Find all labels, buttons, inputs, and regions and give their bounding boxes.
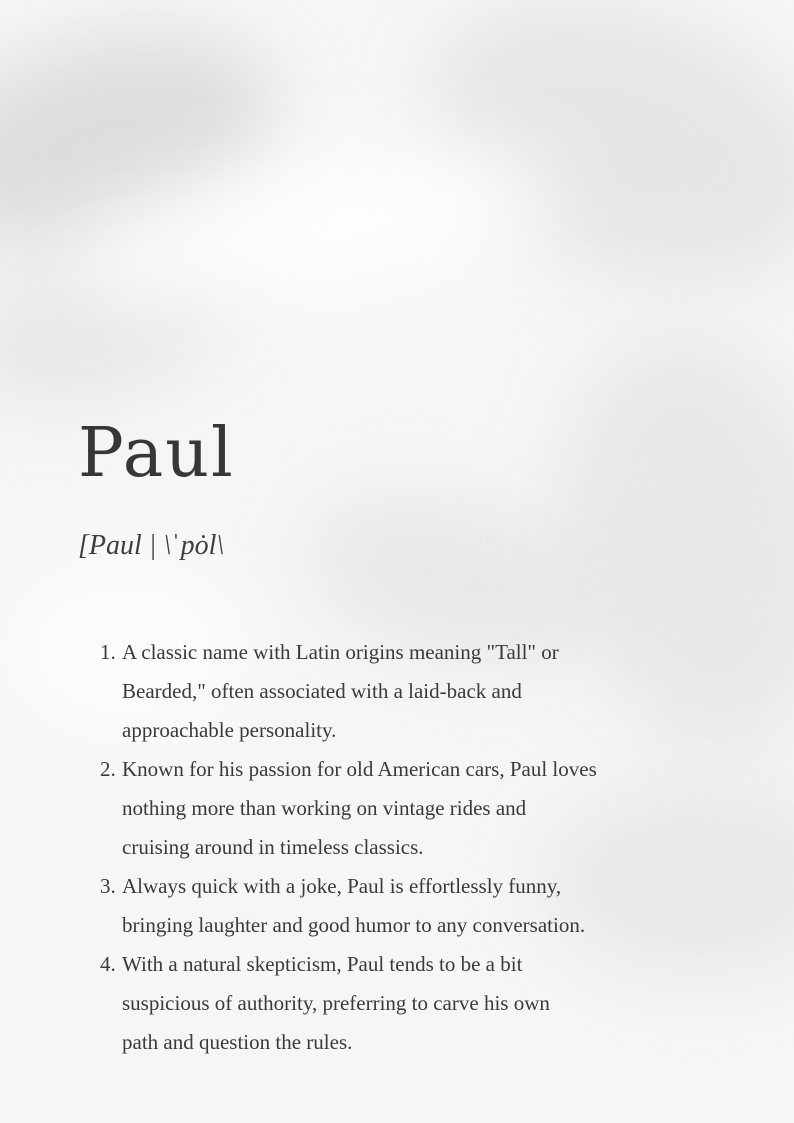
definition-line: suspicious of authority, preferring to carve his own [122,991,550,1015]
name-title: Paul [78,414,235,493]
definition-line: Always quick with a joke, Paul is effortlessly funny, [122,874,562,898]
definition-item [100,750,740,867]
definition-line: Known for his passion for old American cars, Paul loves [122,757,597,781]
definition-line: A classic name with Latin origins meaning "Tall" or [122,640,559,664]
definition-list [100,633,740,1062]
definition-line: With a natural skepticism, Paul tends to be a bit [122,952,523,976]
definition-line: bringing laughter and good humor to any conversation. [122,913,586,937]
definition-item [100,633,740,750]
definition-line: Bearded," often associated with a laid-back and [122,679,522,703]
pronunciation: [Paul | \ˈpȯl\ [78,530,225,561]
definition-line: cruising around in timeless classics. [122,835,424,859]
definition-number: 3. [100,874,116,898]
definition-item [100,867,740,945]
definition-line: path and question the rules. [122,1030,353,1054]
definition-item [100,945,740,1062]
definition-number: 2. [100,757,116,781]
definition-number: 1. [100,640,116,664]
definition-line: approachable personality. [122,718,337,742]
definition-number: 4. [100,952,116,976]
definition-line: nothing more than working on vintage rides and [122,796,527,820]
